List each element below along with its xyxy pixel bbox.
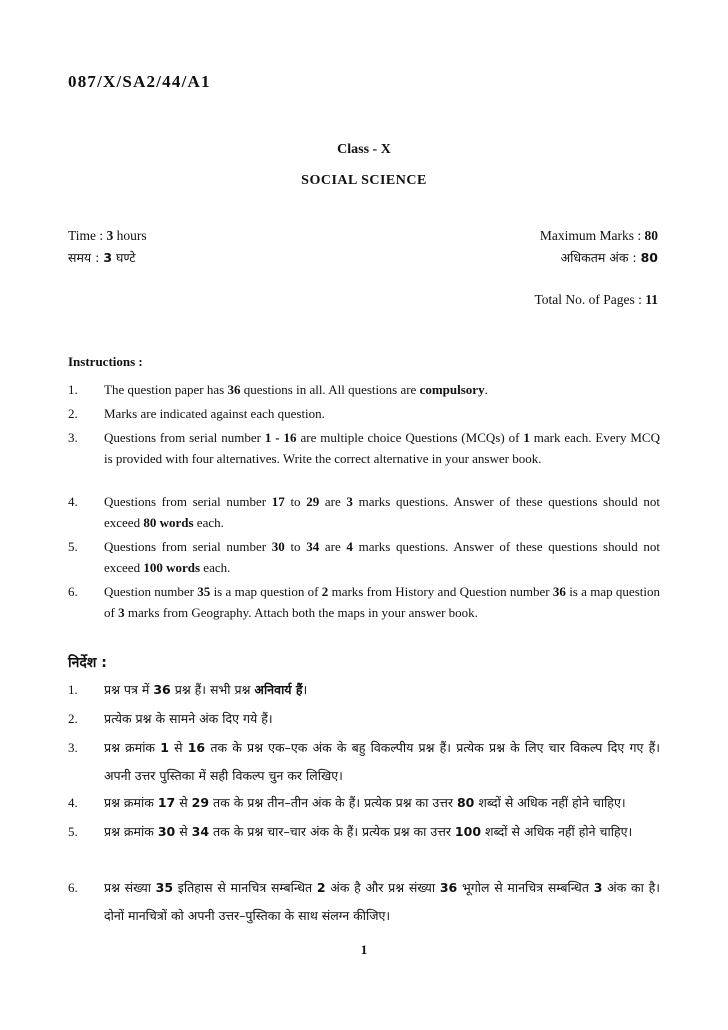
text-part-bold: 30 xyxy=(157,824,176,839)
text-part: से xyxy=(175,795,192,810)
text-part: to xyxy=(284,539,307,554)
time-en-value: 3 xyxy=(106,228,114,243)
text-part: भूगोल से मानचित्र सम्बन्धित xyxy=(457,880,594,895)
text-part: to xyxy=(284,494,307,509)
text-part-bold: 34 xyxy=(191,824,210,839)
text-part: प्रश्न क्रमांक xyxy=(104,740,161,755)
instruction-number: 4. xyxy=(68,494,78,509)
time-en-label: Time : xyxy=(68,228,107,243)
instruction-text xyxy=(104,380,660,401)
instruction-hi-5 xyxy=(68,818,660,846)
page-number: 1 xyxy=(360,942,368,957)
text-part: शब्दों से अधिक नहीं होने चाहिए। xyxy=(481,824,633,839)
text-part: Question number xyxy=(104,584,198,599)
text-part: इतिहास से मानचित्र सम्बन्धित xyxy=(173,880,317,895)
text-part-bold: 3 xyxy=(593,880,603,895)
text-part-bold: 30 xyxy=(271,539,285,554)
instruction-en-6 xyxy=(68,582,660,623)
text-part-bold: 36 xyxy=(439,880,458,895)
text-part: Marks are indicated against each question. xyxy=(104,406,325,421)
instruction-number: 3. xyxy=(68,430,78,445)
instruction-number: 1. xyxy=(68,382,78,397)
text-part-bold: 1 xyxy=(160,740,169,755)
text-part-bold: 29 xyxy=(306,494,320,509)
text-part: प्रत्येक प्रश्न के सामने अंक दिए गये हैं। xyxy=(104,711,273,726)
max-marks-hi xyxy=(561,249,658,266)
total-pages-value: 11 xyxy=(645,292,658,307)
text-part-bold: अनिवार्य हैं xyxy=(254,682,303,697)
instruction-en-3 xyxy=(68,428,660,469)
text-part: तक के प्रश्न एक–एक अंक के बहु विकल्पीय प्रश्न हैं। प्रत्येक प्रश्न के लिए चार विकल्प दिए गए हैं। अपनी उत्तर पुस्तिका में सही विकल्प चुन कर लिखिए। xyxy=(104,740,661,783)
total-pages xyxy=(534,292,658,308)
text-part-bold: compulsory xyxy=(419,382,485,397)
text-part: marks from Geography. Attach both the maps in your answer book. xyxy=(124,604,478,620)
hindi-instructions-heading: निर्देश : xyxy=(68,655,107,671)
text-part-bold: 2 xyxy=(321,584,329,599)
instruction-number: 1. xyxy=(68,682,78,697)
instruction-number: 2. xyxy=(68,406,78,421)
text-part-bold: 100 words xyxy=(143,559,201,575)
text-part: are xyxy=(319,539,347,554)
instruction-text xyxy=(104,818,660,846)
text-part-bold: 80 xyxy=(456,795,475,810)
text-part-bold: 17 xyxy=(157,795,176,810)
instruction-hi-1 xyxy=(68,676,660,704)
text-part-bold: 3 xyxy=(346,494,353,509)
instruction-number: 3. xyxy=(68,740,78,755)
text-part-bold: 17 xyxy=(271,494,285,509)
text-part-bold: 35 xyxy=(197,584,211,599)
text-part-bold: 1 - 16 xyxy=(264,430,297,445)
instruction-text xyxy=(104,789,660,817)
max-marks-en xyxy=(540,228,658,244)
text-part: शब्दों से अधिक नहीं होने चाहिए। xyxy=(474,795,626,810)
instruction-number: 6. xyxy=(68,584,78,599)
instruction-hi-3 xyxy=(68,734,660,790)
text-part: each. xyxy=(200,559,231,575)
text-part-bold: 36 xyxy=(227,382,241,397)
text-part-bold: 1 xyxy=(523,430,530,445)
text-part-bold: 36 xyxy=(552,584,566,599)
instruction-hi-4 xyxy=(68,789,660,817)
instruction-number: 4. xyxy=(68,795,78,810)
text-part: questions in all. All questions are xyxy=(240,382,420,397)
max-marks-en-label: Maximum Marks : xyxy=(539,228,645,243)
text-part: अंक का है। दोनों मानचित्रों को अपनी उत्तर–पुस्तिका के साथ संलग्न कीजिए। xyxy=(104,880,660,923)
text-part-bold: 16 xyxy=(187,740,206,755)
class-title-text: Class - X xyxy=(337,142,391,157)
text-part: प्रश्न क्रमांक xyxy=(104,824,158,839)
time-en-unit: hours xyxy=(113,228,147,243)
instruction-hi-6 xyxy=(68,874,660,930)
subject-title: SOCIAL SCIENCE xyxy=(301,173,427,188)
instruction-number: 2. xyxy=(68,711,78,726)
text-part: Questions from serial number xyxy=(104,539,272,554)
time-en xyxy=(68,228,147,244)
time-hi-unit: घण्टे xyxy=(112,250,136,265)
time-hi xyxy=(68,249,136,266)
instruction-text xyxy=(104,492,660,533)
text-part: Questions from serial number xyxy=(104,430,265,445)
instruction-number: 5. xyxy=(68,824,78,839)
text-part: marks questions. Answer of these questions should not exceed xyxy=(104,539,660,575)
text-part: each. xyxy=(193,514,224,530)
text-part: तक के प्रश्न तीन–तीन अंक के हैं। प्रत्येक प्रश्न का उत्तर xyxy=(209,795,457,810)
max-marks-en-value: 80 xyxy=(644,228,658,243)
instruction-text xyxy=(104,676,660,704)
text-part-bold: 36 xyxy=(153,682,171,697)
text-part: से xyxy=(175,824,192,839)
text-part: तक के प्रश्न चार–चार अंक के हैं। प्रत्येक प्रश्न का उत्तर xyxy=(209,824,455,839)
instruction-en-4 xyxy=(68,492,660,533)
time-hi-value: 3 xyxy=(103,250,113,265)
instruction-en-2 xyxy=(68,404,660,425)
text-part: प्रश्न क्रमांक xyxy=(104,795,158,810)
text-part: are xyxy=(319,494,347,509)
total-pages-label: Total No. of Pages : xyxy=(534,292,646,307)
instruction-text xyxy=(104,734,660,790)
text-part: is a map question of xyxy=(210,584,322,599)
text-part: are multiple choice Questions (MCQs) of xyxy=(296,430,524,445)
text-part: प्रश्न संख्या xyxy=(104,880,156,895)
instruction-text xyxy=(104,428,660,469)
text-part: The question paper has xyxy=(104,382,228,397)
instruction-en-1 xyxy=(68,380,660,401)
text-part-bold: 35 xyxy=(155,880,174,895)
class-title xyxy=(0,142,728,158)
instruction-text xyxy=(104,874,660,930)
text-part: mark each. Every MCQ is provided with four alternatives. Write the correct alternative in your answer book. xyxy=(104,430,660,466)
text-part-bold: 4 xyxy=(346,539,353,554)
time-hi-label: समय : xyxy=(68,250,104,265)
instruction-number: 5. xyxy=(68,539,78,554)
instruction-hi-2 xyxy=(68,705,660,733)
paper-code: 087/X/SA2/44/A1 xyxy=(68,72,211,91)
instruction-text xyxy=(104,537,660,578)
text-part: से xyxy=(168,740,188,755)
text-part-bold: 29 xyxy=(191,795,210,810)
max-marks-hi-value: 80 xyxy=(640,250,658,265)
instruction-text xyxy=(104,705,660,733)
text-part: . xyxy=(484,382,488,397)
text-part: Questions from serial number xyxy=(104,494,272,509)
instructions-heading: Instructions : xyxy=(68,354,143,369)
text-part: प्रश्न हैं। सभी प्रश्न xyxy=(170,682,255,697)
text-part: marks from History and Question number xyxy=(328,584,553,599)
text-part-bold: 34 xyxy=(306,539,320,554)
text-part: अंक है और प्रश्न संख्या xyxy=(325,880,440,895)
instruction-number: 6. xyxy=(68,880,78,895)
instruction-en-5 xyxy=(68,537,660,578)
max-marks-hi-label: अधिकतम अंक : xyxy=(560,250,641,265)
text-part-bold: 80 words xyxy=(143,514,194,530)
instruction-text xyxy=(104,404,660,425)
text-part-bold: 100 xyxy=(454,824,482,839)
text-part-bold: 3 xyxy=(118,604,125,620)
text-part: । xyxy=(302,682,308,697)
text-part: प्रश्न पत्र में xyxy=(104,682,154,697)
instruction-text xyxy=(104,582,660,623)
text-part: marks questions. Answer of these questions should not exceed xyxy=(104,494,660,530)
text-part-bold: 2 xyxy=(316,880,326,895)
text-part: is a map question of xyxy=(104,584,660,620)
